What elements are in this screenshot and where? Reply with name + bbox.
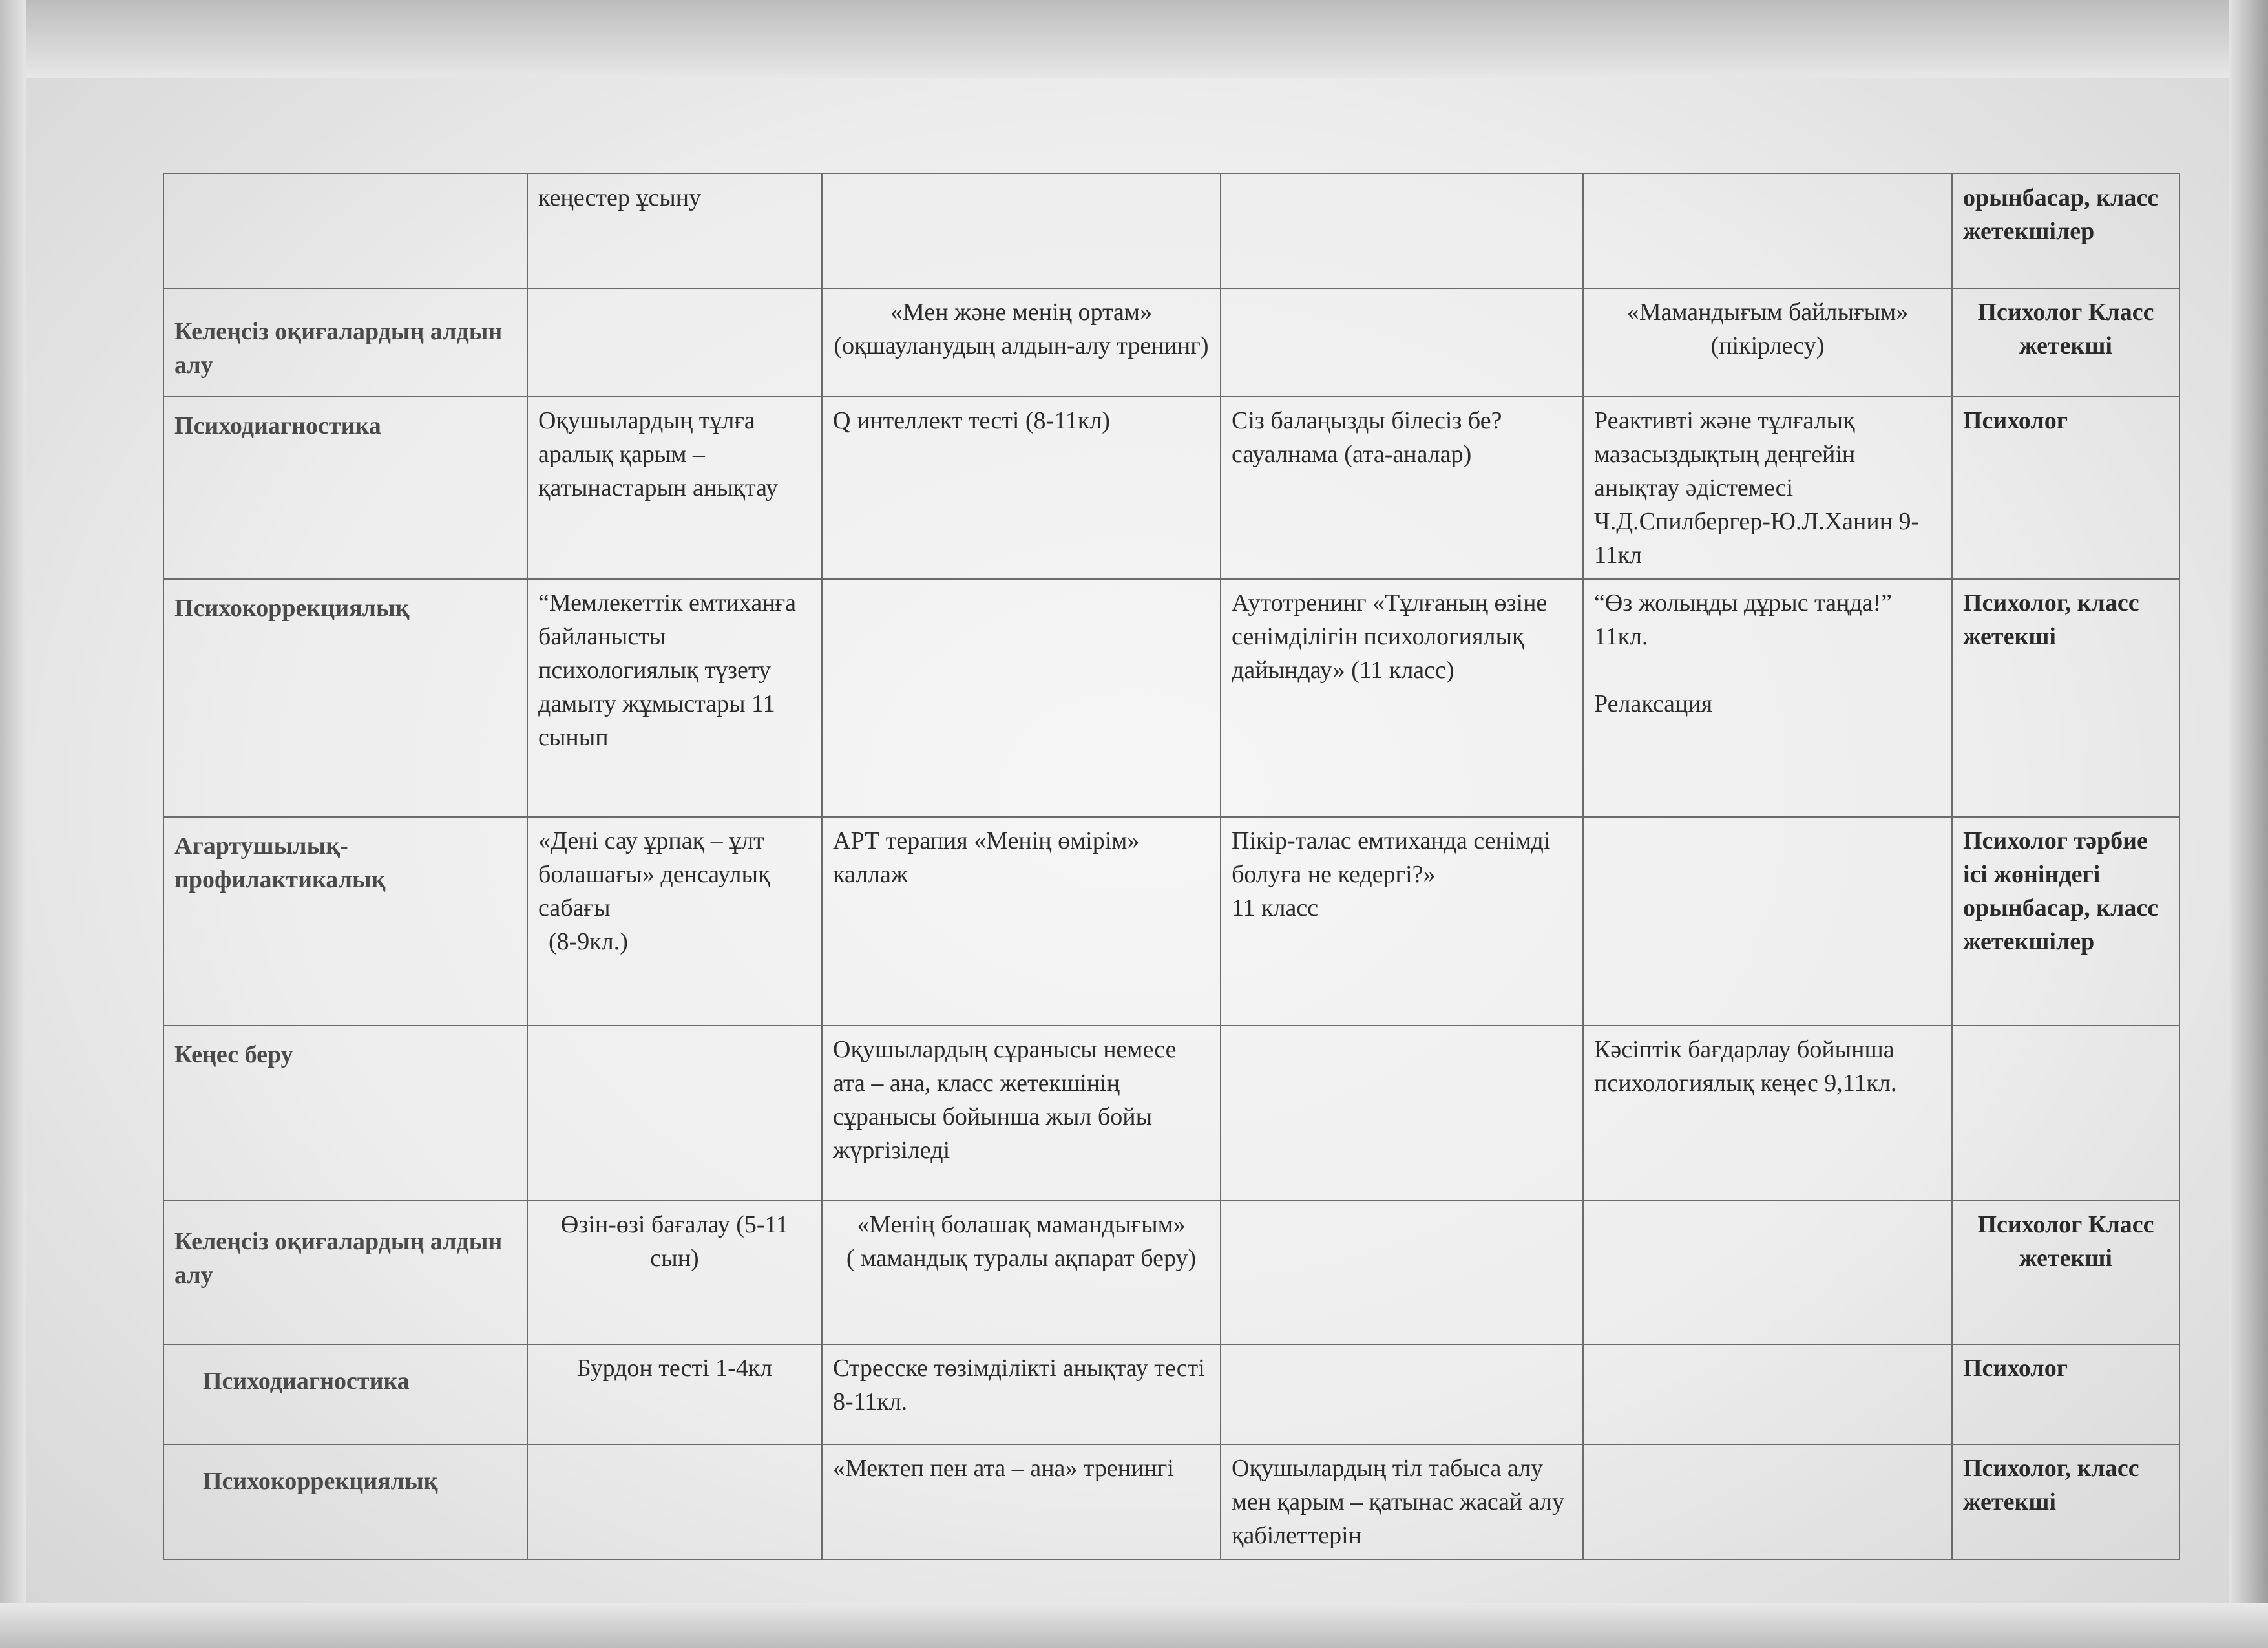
- activity-cell: [1221, 288, 1583, 397]
- activity-cell: Бурдон тесті 1-4кл: [527, 1344, 822, 1444]
- responsible-cell: Психолог, класс жетекші: [1952, 579, 2179, 817]
- responsible-cell: Психолог, класс жетекші: [1952, 1444, 2179, 1559]
- activity-cell: [527, 288, 822, 397]
- activity-cell: [822, 1201, 1221, 1344]
- activity-cell: [1221, 1344, 1583, 1444]
- activity-text: Пікір-талас емтиханда сенімді болуға не кедергі?»: [1232, 827, 1551, 888]
- responsible-cell: Психолог Класс жетекші: [1952, 288, 2179, 397]
- work-plan-table: [163, 173, 2180, 1560]
- activity-cell: Кәсіптік бағдарлау бойынша психологиялық кеңес 9,11кл.: [1583, 1026, 1952, 1201]
- activity-cell: [1221, 817, 1583, 1026]
- responsible-cell: Психолог тәрбие ісі жөніндегі орынбасар, класс жетекшілер: [1952, 817, 2179, 1026]
- activity-cell: Сіз балаңызды білесіз бе?сауалнама (ата-аналар): [1221, 397, 1583, 579]
- activity-cell: [1583, 817, 1952, 1026]
- activity-text: 11 класс: [1232, 894, 1319, 922]
- direction-cell: Келеңсіз оқиғалардың алдын алу: [163, 1201, 527, 1344]
- direction-cell: Психодиагностика: [163, 1344, 527, 1444]
- activity-cell: «Мен және менің ортам» (оқшауланудың алдын-алу тренинг): [822, 288, 1221, 397]
- activity-cell: Q интеллект тесті (8-11кл): [822, 397, 1221, 579]
- activity-cell: [1583, 174, 1952, 288]
- table-row: [163, 397, 2179, 579]
- activity-cell: Өзін-өзі бағалау (5-11 сын): [527, 1201, 822, 1344]
- scan-shadow-bottom: [0, 1603, 2268, 1648]
- direction-cell: Келеңсіз оқиғалардың алдын алу: [163, 288, 527, 397]
- activity-cell: [822, 174, 1221, 288]
- activity-cell: [1583, 1444, 1952, 1559]
- scan-shadow-left: [0, 0, 26, 1648]
- activity-cell: [1583, 579, 1952, 817]
- direction-cell: [163, 174, 527, 288]
- activity-text: «Менің болашақ мамандығым»: [857, 1211, 1186, 1238]
- table-row: [163, 1444, 2179, 1559]
- direction-cell: Кеңес беру: [163, 1026, 527, 1201]
- responsible-cell: орынбасар, класс жетекшілер: [1952, 174, 2179, 288]
- document-sheet: [163, 173, 2179, 1560]
- activity-text: ( мамандық туралы ақпарат беру): [846, 1245, 1197, 1272]
- activity-cell: “Мемлекеттік емтиханға байланысты психологиялық түзету дамыту жұмыстары 11 сынып: [527, 579, 822, 817]
- activity-cell: Аутотренинг «Тұлғаның өзіне сенімділігін психологиялық дайындау» (11 класс): [1221, 579, 1583, 817]
- activity-cell: Оқушылардың сұранысы немесе ата – ана, класс жетекшінің сұранысы бойынша жыл бойы жүргізіледі: [822, 1026, 1221, 1201]
- activity-cell: [527, 1026, 822, 1201]
- direction-cell: Психокоррекциялық: [163, 1444, 527, 1559]
- activity-text: «Дені сау ұрпақ – ұлт болашағы» денсаулық сабағы: [538, 827, 770, 922]
- activity-text: (8-9кл.): [549, 928, 628, 955]
- responsible-cell: Психолог: [1952, 397, 2179, 579]
- activity-cell: [1221, 174, 1583, 288]
- direction-cell: Агартушылық-профилактикалық: [163, 817, 527, 1026]
- activity-cell: Оқушылардың тұлға аралық қарым – қатынастарын анықтау: [527, 397, 822, 579]
- scan-shadow-top: [0, 0, 2268, 78]
- activity-cell: АРТ терапия «Менің өмірім» каллаж: [822, 817, 1221, 1026]
- activity-cell: Стресске төзімділікті анықтау тесті 8-11кл.: [822, 1344, 1221, 1444]
- activity-cell: «Мектеп пен ата – ана» тренингі: [822, 1444, 1221, 1559]
- activity-text: “Өз жолыңды дұрыс таңда!” 11кл.: [1594, 589, 1893, 650]
- activity-cell: [822, 579, 1221, 817]
- activity-cell: Оқушылардың тіл табыса алу мен қарым – қатынас жасай алу қабілеттерін: [1221, 1444, 1583, 1559]
- direction-cell: Психодиагностика: [163, 397, 527, 579]
- scan-shadow-right: [2229, 0, 2268, 1648]
- table-row: [163, 1201, 2179, 1344]
- activity-cell: [1221, 1026, 1583, 1201]
- direction-cell: Психокоррекциялық: [163, 579, 527, 817]
- table-row: [163, 1344, 2179, 1444]
- responsible-cell: [1952, 1026, 2179, 1201]
- activity-cell: [1583, 1201, 1952, 1344]
- table-row: [163, 1026, 2179, 1201]
- activity-cell: «Мамандығым байлығым» (пікірлесу): [1583, 288, 1952, 397]
- activity-cell: [1221, 1201, 1583, 1344]
- table-row: [163, 817, 2179, 1026]
- table-row: [163, 579, 2179, 817]
- activity-cell: [527, 1444, 822, 1559]
- activity-cell: [527, 817, 822, 1026]
- table-row: [163, 288, 2179, 397]
- responsible-cell: Психолог Класс жетекші: [1952, 1201, 2179, 1344]
- activity-cell: кеңестер ұсыну: [527, 174, 822, 288]
- table-row: [163, 174, 2179, 288]
- responsible-cell: Психолог: [1952, 1344, 2179, 1444]
- activity-cell: Реактивті және тұлғалық мазасыздықтың деңгейін анықтау әдістемесі Ч.Д.Спилбергер-Ю.Л.Ханин 9-11кл: [1583, 397, 1952, 579]
- activity-text: Релаксация: [1594, 690, 1713, 717]
- activity-cell: [1583, 1344, 1952, 1444]
